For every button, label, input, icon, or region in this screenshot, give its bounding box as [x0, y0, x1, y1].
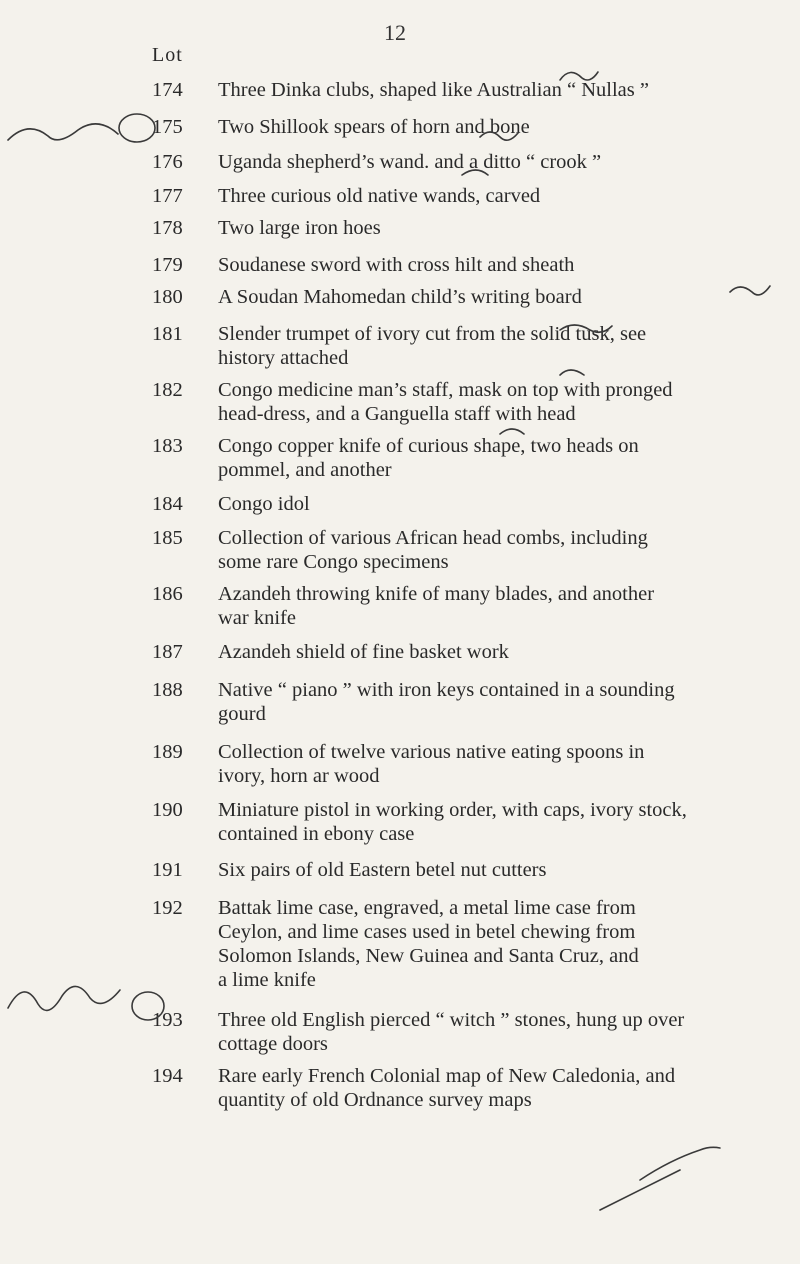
lot-entry — [152, 434, 792, 482]
lot-number: 178 — [152, 217, 183, 239]
lot-entry — [152, 115, 792, 139]
lot-entry — [152, 322, 792, 370]
lot-description — [218, 582, 778, 630]
lot-description — [218, 322, 778, 370]
lot-number: 188 — [152, 679, 183, 701]
page-number: 12 — [384, 20, 406, 45]
lot-description — [218, 216, 778, 240]
lot-number: 176 — [152, 151, 183, 173]
lot-description-line: Two large iron hoes — [218, 217, 381, 239]
lot-description — [218, 184, 778, 208]
lot-description — [218, 378, 778, 426]
lot-description-line: Collection of various African head combs, including — [218, 527, 648, 549]
lot-description — [218, 526, 778, 574]
lot-entry — [152, 1008, 792, 1056]
lot-description-line: Rare early French Colonial map of New Caledonia, and — [218, 1065, 676, 1087]
lot-description-line: Uganda shepherd’s wand. and a ditto “ crook ” — [218, 151, 602, 173]
lot-description-line: Azandeh shield of fine basket work — [218, 641, 509, 663]
lot-number: 183 — [152, 435, 183, 457]
lot-description — [218, 640, 778, 664]
lot-description — [218, 896, 778, 992]
lot-description-line: cottage doors — [218, 1033, 328, 1055]
lot-description-line: Battak lime case, engraved, a metal lime case from — [218, 897, 636, 919]
lot-description — [218, 150, 778, 174]
lot-entry — [152, 150, 792, 174]
lot-entry — [152, 216, 792, 240]
lot-number: 189 — [152, 741, 183, 763]
lot-description-line: Congo copper knife of curious shape, two heads on — [218, 435, 639, 457]
lot-description-line: Slender trumpet of ivory cut from the solid tusk, see — [218, 323, 647, 345]
lot-entry — [152, 1064, 792, 1112]
lot-entry — [152, 858, 792, 882]
lot-description-line: Two Shillook spears of horn and bone — [218, 116, 530, 138]
lot-description-line: Collection of twelve various native eating spoons in — [218, 741, 645, 763]
lot-number: 193 — [152, 1009, 183, 1031]
lot-entry — [152, 378, 792, 426]
lot-description-line: Three old English pierced “ witch ” stones, hung up over — [218, 1009, 685, 1031]
lot-description — [218, 858, 778, 882]
lot-column-header: Lot — [152, 44, 183, 66]
lot-number: 180 — [152, 286, 183, 308]
lot-number: 181 — [152, 323, 183, 345]
lot-description-line: contained in ebony case — [218, 823, 415, 845]
lot-description-line: Six pairs of old Eastern betel nut cutters — [218, 859, 547, 881]
lot-description-line: Three curious old native wands, carved — [218, 185, 541, 207]
lot-description-line: pommel, and another — [218, 459, 392, 481]
lot-number: 174 — [152, 79, 183, 101]
lot-description-line: head-dress, and a Ganguella staff with head — [218, 403, 576, 425]
lot-description — [218, 115, 778, 139]
lot-description-line: history attached — [218, 347, 349, 369]
lot-number: 187 — [152, 641, 183, 663]
lot-entry — [152, 253, 792, 277]
lot-entry — [152, 492, 792, 516]
lot-description — [218, 285, 778, 309]
lot-entry — [152, 184, 792, 208]
lot-description — [218, 1064, 778, 1112]
lot-description-line: a lime knife — [218, 969, 316, 991]
lot-number: 192 — [152, 897, 183, 919]
lot-description-line: some rare Congo specimens — [218, 551, 449, 573]
lot-description-line: Miniature pistol in working order, with caps, ivory stock, — [218, 799, 687, 821]
lot-description-line: A Soudan Mahomedan child’s writing board — [218, 286, 582, 308]
lot-entry — [152, 678, 792, 726]
lot-description — [218, 434, 778, 482]
lot-description — [218, 740, 778, 788]
lot-description-line: Azandeh throwing knife of many blades, and another — [218, 583, 655, 605]
lot-description-line: Ceylon, and lime cases used in betel chewing from — [218, 921, 636, 943]
lot-description-line: Solomon Islands, New Guinea and Santa Cruz, and — [218, 945, 639, 967]
lot-entry — [152, 526, 792, 574]
lot-description-line: Native “ piano ” with iron keys contained in a sounding — [218, 679, 675, 701]
lot-description-line: Congo medicine man’s staff, mask on top with pronged — [218, 379, 673, 401]
lot-description — [218, 492, 778, 516]
lot-number: 182 — [152, 379, 183, 401]
lot-entry — [152, 78, 792, 102]
lot-description-line: war knife — [218, 607, 296, 629]
lot-number: 177 — [152, 185, 183, 207]
lot-description-line: Soudanese sword with cross hilt and sheath — [218, 254, 575, 276]
lot-entry — [152, 640, 792, 664]
lot-number: 184 — [152, 493, 183, 515]
lot-entry — [152, 896, 792, 992]
lot-number: 190 — [152, 799, 183, 821]
lot-description — [218, 1008, 778, 1056]
lot-description-line: gourd — [218, 703, 266, 725]
lot-entry — [152, 285, 792, 309]
lot-entry — [152, 798, 792, 846]
lot-number: 185 — [152, 527, 183, 549]
lot-description-line: ivory, horn ar wood — [218, 765, 380, 787]
lot-description-line: quantity of old Ordnance survey maps — [218, 1089, 532, 1111]
lot-number: 194 — [152, 1065, 183, 1087]
lot-number: 191 — [152, 859, 183, 881]
lot-description — [218, 798, 778, 846]
lot-description — [218, 678, 778, 726]
lot-number: 175 — [152, 116, 183, 138]
lot-description — [218, 253, 778, 277]
lot-description — [218, 78, 778, 102]
lot-entry — [152, 582, 792, 630]
lot-number: 186 — [152, 583, 183, 605]
lot-entry — [152, 740, 792, 788]
lot-description-line: Congo idol — [218, 493, 310, 515]
lot-number: 179 — [152, 254, 183, 276]
lot-description-line: Three Dinka clubs, shaped like Australian “ Nullas ” — [218, 79, 649, 101]
